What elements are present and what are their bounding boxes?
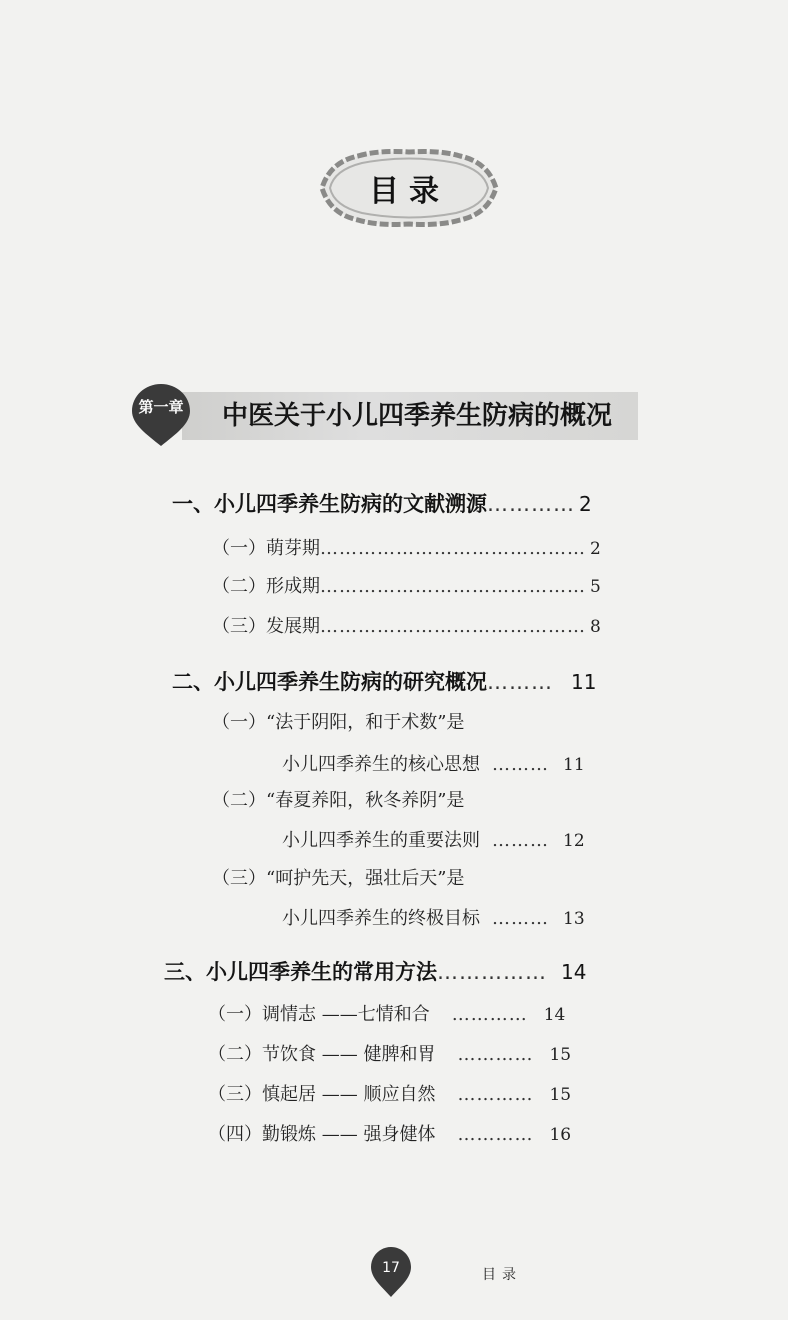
item-label: （二）“春夏养阳，秋冬养阴”是	[212, 790, 465, 811]
leader-dots: …………	[451, 1004, 528, 1025]
leader-dots: ………	[492, 830, 549, 851]
toc-item-2-3[interactable]	[212, 864, 464, 890]
footer-label: 目录	[482, 1267, 522, 1283]
page-number: 13	[563, 909, 585, 929]
leader-dots: …………	[457, 1044, 534, 1065]
leader-dots: ……………………………………	[320, 576, 586, 597]
leader-dots: ……………………………………	[320, 616, 586, 637]
page-number: 12	[563, 831, 585, 851]
toc-item-2-2[interactable]	[212, 786, 464, 812]
leader-dots: ………	[492, 908, 549, 929]
toc-item-1-3[interactable]	[212, 612, 601, 638]
toc-section-2[interactable]	[172, 666, 596, 696]
page-number: 11	[571, 670, 597, 694]
chapter-label: 第一章	[138, 398, 184, 416]
title-badge	[318, 148, 500, 228]
toc-item-2-3-cont[interactable]	[282, 904, 585, 930]
toc-item-2-1[interactable]	[212, 708, 464, 734]
toc-item-2-1-cont[interactable]	[282, 750, 585, 776]
item-label: （一）萌芽期	[212, 538, 320, 559]
item-label: （二）节饮食 —— 健脾和胃	[208, 1044, 436, 1065]
toc-item-1-1[interactable]	[212, 534, 601, 560]
footer-page-number: 17	[382, 1260, 400, 1276]
toc-item-3-3[interactable]	[208, 1080, 571, 1106]
page-number: 11	[563, 755, 585, 775]
toc-section-1[interactable]	[172, 488, 592, 518]
chapter-banner	[122, 384, 640, 446]
leader-dots: …………	[457, 1084, 534, 1105]
toc-item-3-2[interactable]	[208, 1040, 571, 1066]
page-number: 8	[590, 617, 601, 637]
item-label-cont: 小儿四季养生的终极目标	[282, 908, 480, 929]
toc-item-1-2[interactable]	[212, 572, 601, 598]
item-label: （一）“法于阴阳，和于术数”是	[212, 712, 465, 733]
section-title: 二、小儿四季养生防病的研究概况	[172, 670, 487, 694]
page-number: 14	[561, 960, 587, 984]
page-title: 目录	[369, 174, 449, 209]
item-label: （三）慎起居 —— 顺应自然	[208, 1084, 436, 1105]
item-label: （三）发展期	[212, 616, 320, 637]
chapter-title: 中医关于小儿四季养生防病的概况	[222, 401, 613, 431]
item-label: （一）调情志 ——七情和合	[208, 1004, 430, 1025]
item-label: （二）形成期	[212, 576, 320, 597]
item-label: （四）勤锻炼 —— 强身健体	[208, 1124, 436, 1145]
toc-section-3[interactable]	[164, 956, 586, 986]
page-number: 2	[590, 539, 601, 559]
page-number: 15	[549, 1085, 572, 1105]
toc-item-2-2-cont[interactable]	[282, 826, 585, 852]
leader-dots: ……………………………………	[320, 538, 586, 559]
leader-dots: …………	[457, 1124, 534, 1145]
page-number: 16	[549, 1125, 572, 1145]
leader-dots: …………	[487, 492, 575, 516]
section-title: 三、小儿四季养生的常用方法	[164, 960, 437, 984]
section-title: 一、小儿四季养生防病的文献溯源	[172, 492, 487, 516]
item-label-cont: 小儿四季养生的重要法则	[282, 830, 480, 851]
page-number: 15	[549, 1045, 572, 1065]
toc-item-3-4[interactable]	[208, 1120, 571, 1146]
item-label: （三）“呵护先天，强壮后天”是	[212, 868, 465, 889]
leader-dots: ……………	[437, 960, 547, 984]
page-number: 14	[543, 1005, 566, 1025]
page-number: 5	[590, 577, 601, 597]
item-label-cont: 小儿四季养生的核心思想	[282, 754, 480, 775]
page-number: 2	[579, 492, 592, 516]
leader-dots: ………	[487, 670, 553, 694]
toc-item-3-1[interactable]	[208, 1000, 565, 1026]
leader-dots: ………	[492, 754, 549, 775]
